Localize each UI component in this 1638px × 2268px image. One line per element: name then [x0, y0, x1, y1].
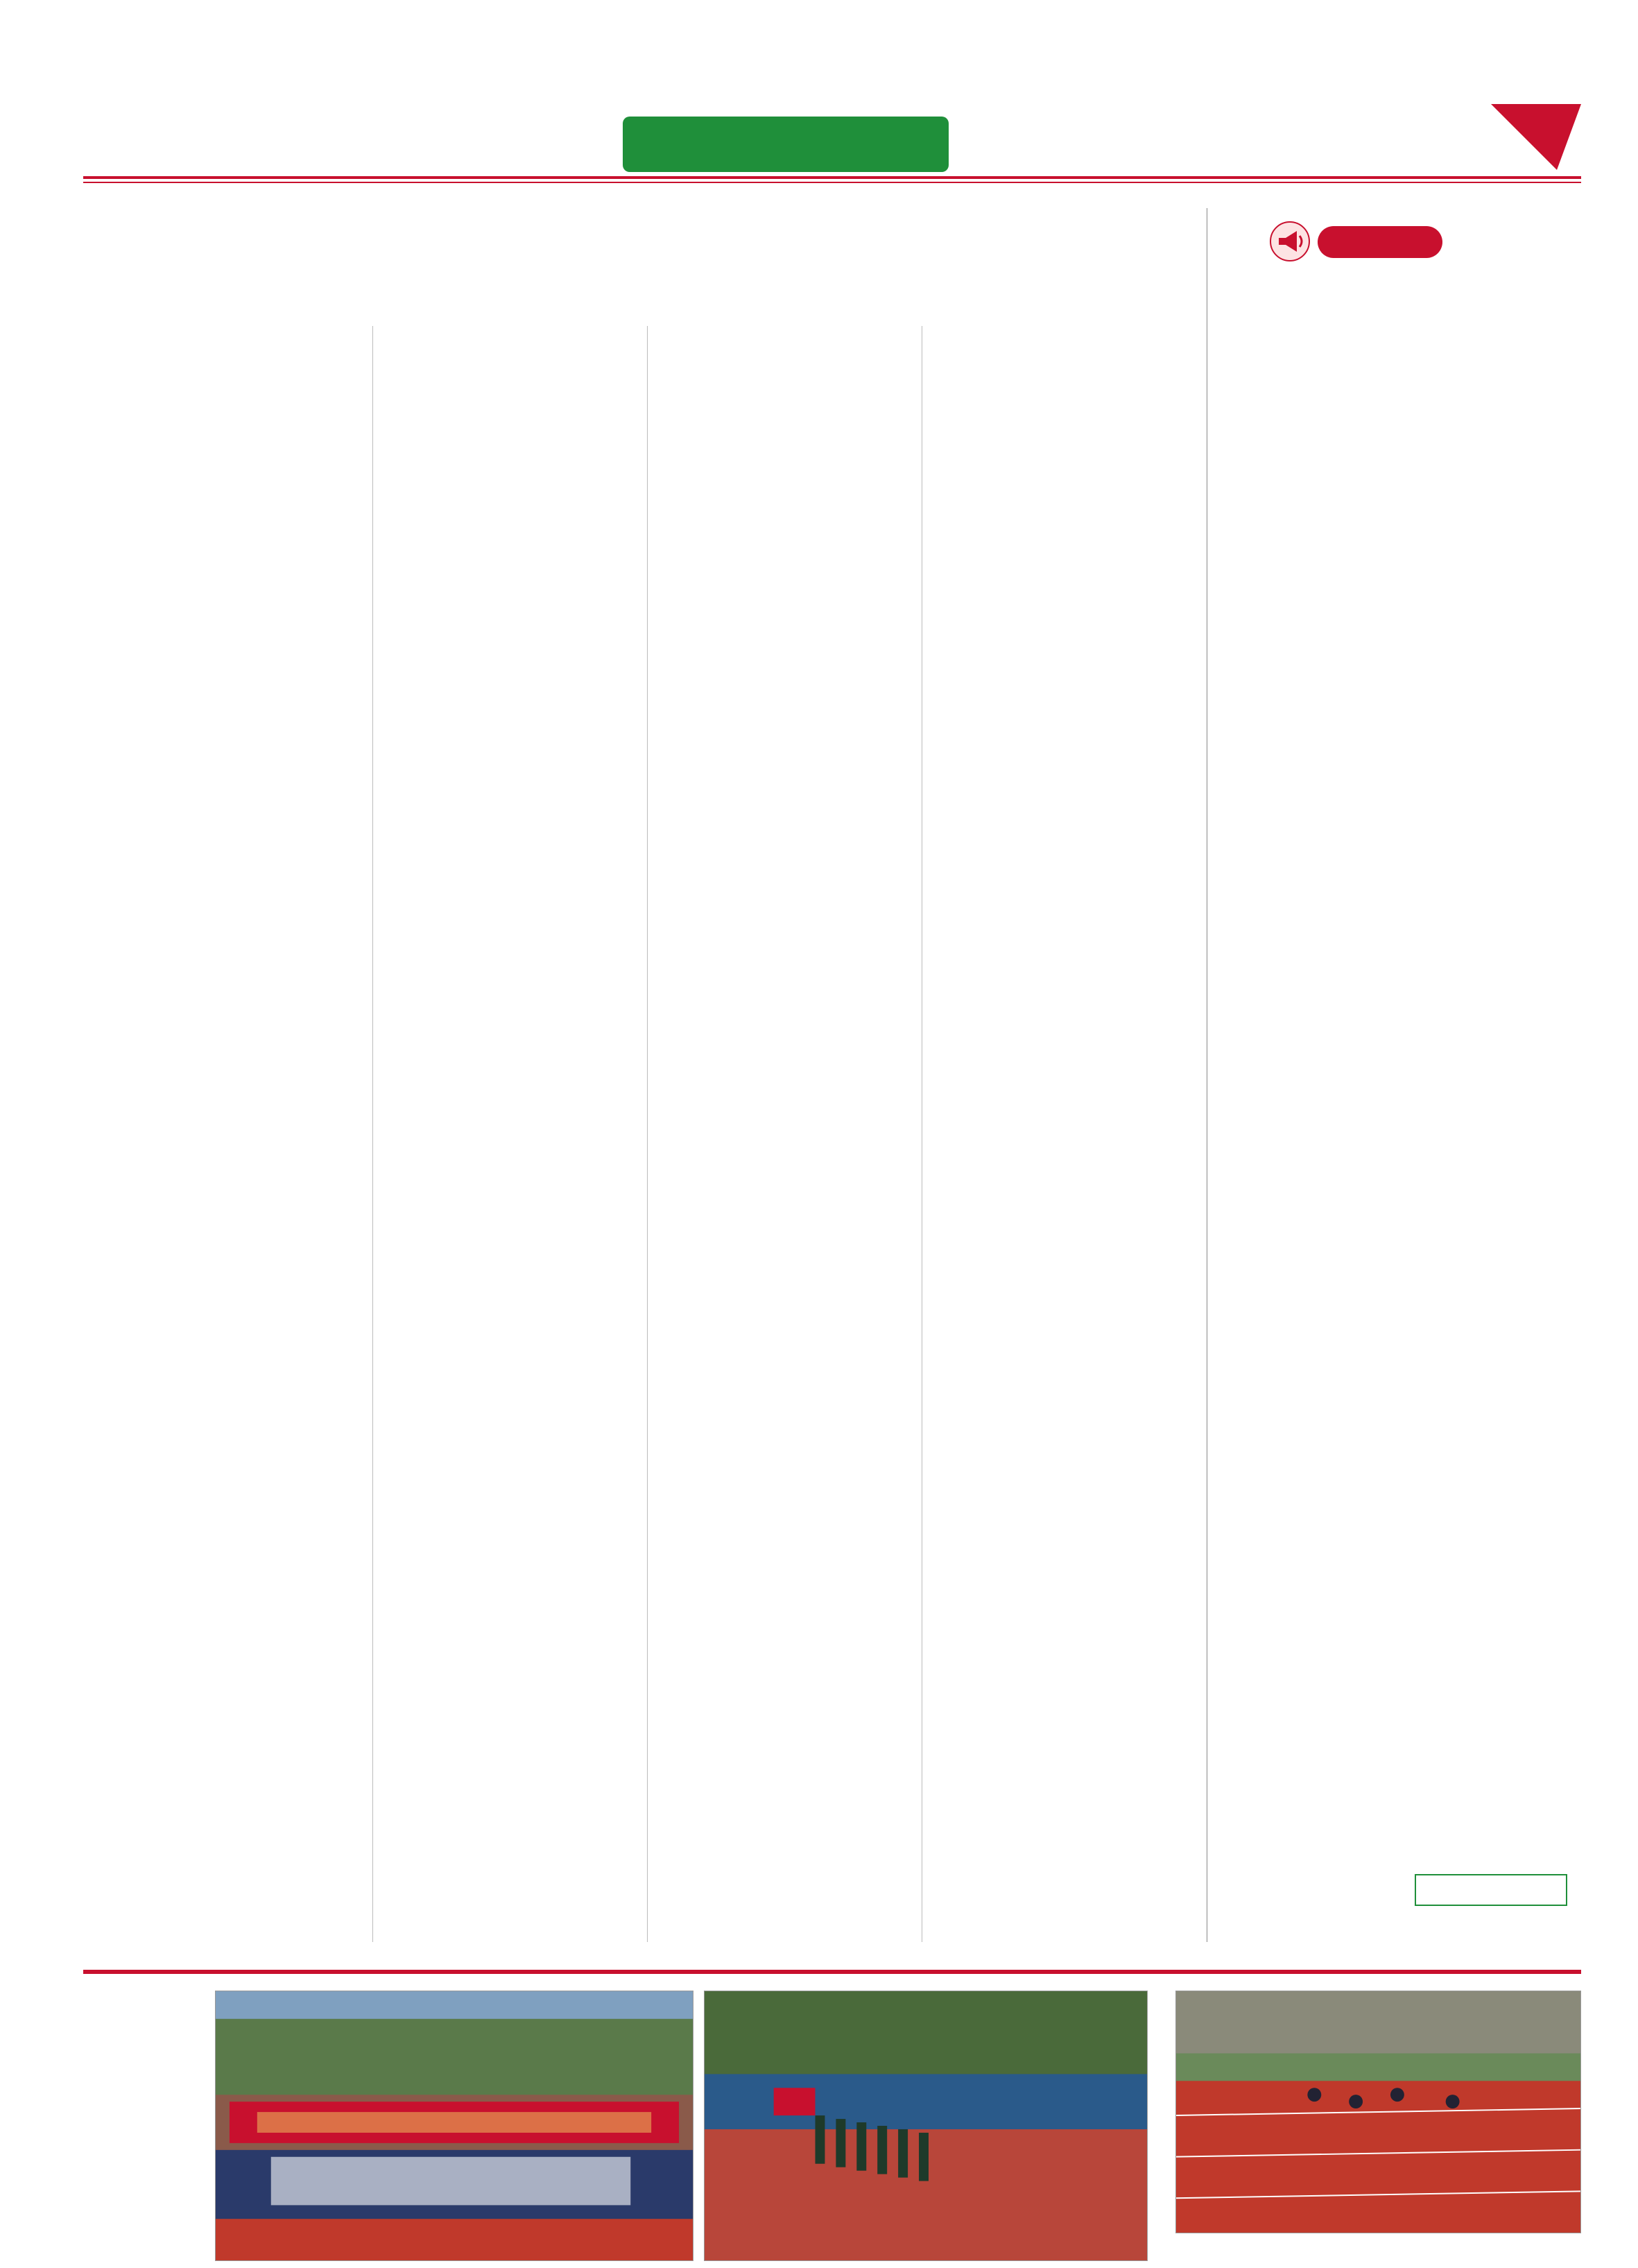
photo-parade — [704, 1991, 1148, 2261]
column-divider — [372, 326, 373, 1942]
masthead-rule-thin — [83, 182, 1581, 183]
column-divider — [647, 326, 648, 1942]
article-column-1 — [103, 320, 368, 1950]
page-number-badge — [1491, 97, 1581, 173]
masthead-rule — [83, 176, 1581, 179]
sidebar-tag — [1318, 226, 1442, 258]
article-column-4 — [926, 320, 1191, 1950]
sidebar-body — [1248, 423, 1560, 1845]
article-column-3 — [652, 320, 917, 1950]
section-banner — [623, 117, 949, 172]
photo-section-rule — [83, 1970, 1581, 1974]
megaphone-icon — [1269, 221, 1311, 262]
photo-stands-crowd — [215, 1991, 693, 2261]
photo-track-race — [1175, 1991, 1581, 2233]
sidebar-footer — [1415, 1874, 1567, 1906]
article-column-2 — [377, 320, 642, 1950]
